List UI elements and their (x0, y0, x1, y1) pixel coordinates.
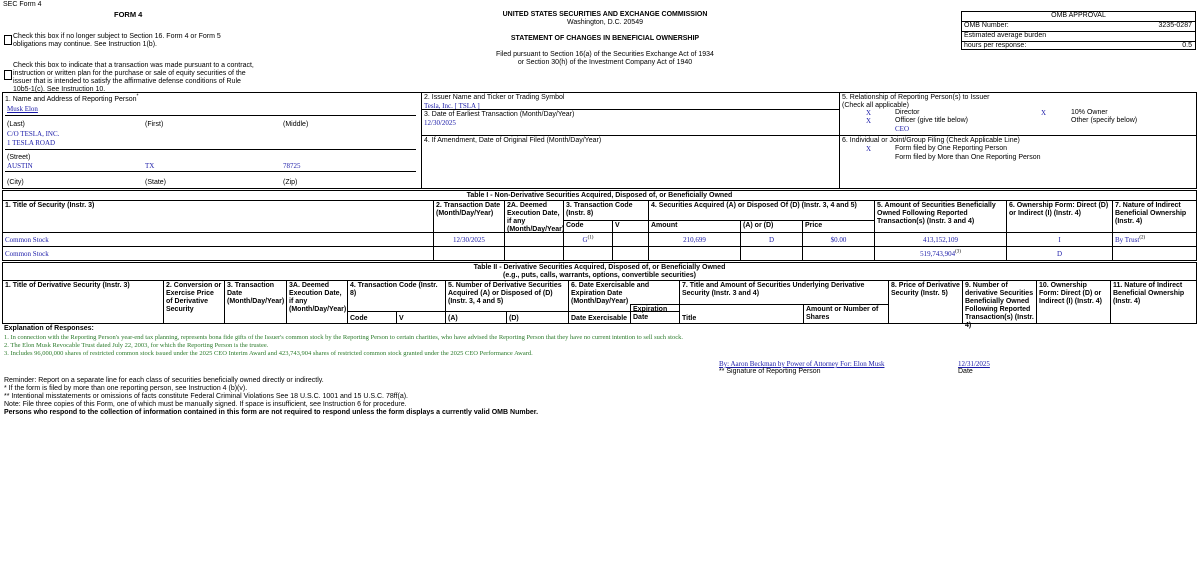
table1-header-code: 3. Transaction Code (Instr. 8) (563, 200, 649, 221)
table2-header-title: 1. Title of Derivative Security (Instr. 3) (2, 280, 164, 324)
signature-label: ** Signature of Reporting Person (719, 368, 821, 375)
omb-approval-box (961, 11, 1196, 50)
first-label: (First) (145, 121, 164, 128)
row1-acquired-disposed: D (740, 232, 803, 247)
table1-header-date: 2. Transaction Date (Month/Day/Year) (433, 200, 505, 233)
form-title: FORM 4 (114, 10, 143, 19)
table1-sub-amount: Amount (648, 220, 741, 233)
table2-sub-d: (D) (506, 311, 569, 324)
reporting-person-label: 1. Name and Address of Reporting Person (5, 96, 137, 103)
agency-city: Washington, D.C. 20549 (566, 19, 643, 27)
table2-header-exercisable: 6. Date Exercisable and Expiration Date (Month/Day/Year) (568, 280, 680, 312)
row2-ownership-form: D (1006, 246, 1113, 261)
table2-header-nature: 11. Nature of Indirect Beneficial Ownership (Instr. 4) (1110, 280, 1197, 324)
table2-title: Table II - Derivative Securities Acquired, Disposed of, or Beneficially Owned (473, 264, 726, 271)
checkbox-section16-text: Check this box if no longer subject to Section 16. Form 4 or Form 5 obligations may continue. See Instruction 1(b). (13, 33, 221, 49)
agency-name: UNITED STATES SECURITIES AND EXCHANGE COMMISSION (502, 11, 708, 18)
table1-header-nature: 7. Nature of Indirect Beneficial Ownership (Instr. 4) (1112, 200, 1197, 233)
other-label: Other (specify below) (1071, 117, 1138, 124)
asterisk: * (136, 93, 139, 100)
rule-10b5-checkbox[interactable] (4, 70, 12, 80)
footnote-2: 2. The Elon Musk Revocable Trust dated July 22, 2003, for which the Reporting Person is the trustee. (4, 342, 269, 349)
row2-owned-cell (874, 246, 1007, 261)
section16-checkbox[interactable] (4, 35, 12, 45)
reminder-2: * If the form is filed by more than one reporting person, see Instruction 4 (b)(v). (4, 385, 248, 392)
officer-mark[interactable]: X (866, 117, 872, 125)
row1-nature-footnote: (2) (1139, 235, 1146, 241)
zip-label: (Zip) (283, 179, 298, 186)
city-label: (City) (7, 179, 24, 186)
filed-line-2: or Section 30(h) of the Investment Company Act of 1940 (517, 59, 693, 67)
omb-title: OMB APPROVAL (962, 12, 1195, 22)
table2-header-number: 5. Number of Derivative Securities Acquired (A) or Disposed of (D) (Instr. 3, 4 and 5) (445, 280, 569, 312)
form-header (440, 11, 770, 67)
earliest-transaction-box (421, 109, 840, 136)
filing-type-box (839, 135, 1197, 189)
relationship-label: 5. Relationship of Reporting Person(s) to Issuer (842, 94, 990, 101)
table2-sub-expiration: Expiration Date (630, 304, 680, 324)
relationship-sublabel: (Check all applicable) (842, 102, 909, 110)
footnote-1: 1. In connection with the Reporting Person's year-end tax planning, represents bona fide gifts of the Issuer's common stock by the Reporting Person to certain charities, who have advised the Reporting Person that they have no current intention to sell such stock. (4, 334, 683, 341)
officer-title: CEO (895, 125, 909, 133)
issuer-label: 2. Issuer Name and Ticker or Trading Symbol (424, 94, 565, 101)
multi-person-label: Form filed by More than One Reporting Person (895, 154, 1041, 161)
checkbox-10b5-text: Check this box to indicate that a transaction was made pursuant to a contract, instruction or written plan for the purchase or sale of equity securities of the issuer that is intended to satisfy the affirmative defense conditions of Rule 10b5-1(c). See Instruction 10. (13, 62, 254, 94)
table2-header-deemed: 3A. Deemed Execution Date, if any (Month/Day/Year) (286, 280, 348, 324)
explanation-title: Explanation of Responses: (4, 325, 94, 332)
director-mark[interactable]: X (866, 109, 872, 117)
reminder-3: ** Intentional misstatements or omissions of facts constitute Federal Criminal Violations See 18 U.S.C. 1001 and 15 U.S.C. 78ff(a). (4, 393, 408, 400)
omb-burden-label: Estimated average burden (962, 32, 1195, 42)
relationship-box (839, 92, 1197, 136)
earliest-transaction-date: 12/30/2025 (424, 119, 456, 128)
reminder-1: Reminder: Report on a separate line for each class of securities beneficially owned directly or indirectly. (4, 377, 324, 384)
table2-header-form: 10. Ownership Form: Direct (D) or Indirect (I) (Instr. 4) (1036, 280, 1111, 324)
omb-hours-value: 0.5 (1182, 42, 1192, 49)
row2-owned-following: 519,743,904 (920, 250, 956, 258)
table2-sub-amount: Amount or Number of Shares (803, 304, 889, 324)
row1-code: G (582, 236, 588, 244)
last-label: (Last) (7, 121, 25, 128)
row1-code-footnote: (1) (587, 235, 594, 241)
table1-header-title: 1. Title of Security (Instr. 3) (2, 200, 434, 233)
reminder-5: Persons who respond to the collection of information contained in this form are not required to respond unless the form displays a currently valid OMB Number. (4, 409, 539, 416)
table1-header-form: 6. Ownership Form: Direct (D) or Indirect (I) (Instr. 4) (1006, 200, 1113, 233)
omb-number-value: 3235-0287 (1158, 22, 1192, 29)
signature-date: 12/31/2025 (958, 360, 990, 368)
amendment-label: 4. If Amendment, Date of Original Filed (Month/Day/Year) (424, 137, 602, 144)
row2-owned-footnote: (3) (955, 249, 961, 255)
table2-sub-code: Code (347, 311, 397, 324)
omb-number-label: OMB Number: (964, 22, 1009, 29)
state-value: TX (145, 162, 155, 170)
middle-label: (Middle) (283, 121, 309, 128)
issuer-box (421, 92, 840, 110)
table2-header-date: 3. Transaction Date (Month/Day/Year) (224, 280, 287, 324)
row1-price: $0.00 (802, 232, 875, 247)
tab-title: SEC Form 4 (3, 1, 42, 8)
table1-sub-v: V (612, 220, 649, 233)
amendment-box (421, 135, 840, 189)
one-person-mark[interactable]: X (866, 145, 872, 153)
row2-security-title: Common Stock (2, 246, 434, 261)
checkbox-10b5-row (4, 62, 254, 94)
address-line-1: C/O TESLA, INC. (7, 130, 60, 138)
table2-sub-v: V (396, 311, 446, 324)
ten-percent-label: 10% Owner (1071, 109, 1108, 116)
table2-sub-exercisable: Date Exercisable (568, 311, 631, 324)
zip-value: 78725 (283, 162, 301, 170)
row1-nature-cell (1112, 232, 1197, 247)
table1-sub-ad: (A) or (D) (740, 220, 803, 233)
row1-nature: By Trust (1115, 236, 1140, 244)
reporting-person-box (2, 92, 422, 189)
address-line-2: 1 TESLA ROAD (7, 139, 56, 147)
row1-transaction-date: 12/30/2025 (433, 232, 505, 247)
street-label: (Street) (7, 154, 31, 161)
signature-date-label: Date (958, 368, 973, 375)
table1-sub-price: Price (802, 220, 875, 233)
footnote-3: 3. Includes 96,000,000 shares of restricted common stock issued under the 2025 CEO Interim Award and 423,743,904 shares of restricted common stock granted under the 2025 CEO Performance Award. (4, 350, 533, 357)
row1-security-title: Common Stock (2, 232, 434, 247)
table2-header-derivative-price: 8. Price of Derivative Security (Instr. 5) (888, 280, 963, 324)
omb-hours-label: hours per response: (964, 42, 1027, 49)
earliest-transaction-label: 3. Date of Earliest Transaction (Month/Day/Year) (424, 111, 575, 118)
director-label: Director (895, 109, 920, 116)
reporting-person-name[interactable]: Musk Elon (7, 105, 38, 113)
table2-title-box (2, 262, 1197, 281)
state-label: (State) (145, 179, 167, 186)
filing-type-label: 6. Individual or Joint/Group Filing (Check Applicable Line) (842, 137, 1020, 144)
table2-subtitle: (e.g., puts, calls, warrants, options, convertible securities) (503, 272, 696, 280)
city-value: AUSTIN (7, 162, 33, 170)
table1-header-deemed: 2A. Deemed Execution Date, if any (Month/Day/Year) (504, 200, 564, 233)
table1-title: Table I - Non-Derivative Securities Acquired, Disposed of, or Beneficially Owned (2, 190, 1197, 201)
table1-sub-code: Code (563, 220, 613, 233)
row1-ownership-form: I (1006, 232, 1113, 247)
reminder-4: Note: File three copies of this Form, one of which must be manually signed. If space is insufficient, see Instruction 6 for procedure. (4, 401, 407, 408)
table2-sub-title: Title (679, 304, 804, 324)
ten-percent-mark[interactable]: X (1041, 109, 1047, 117)
one-person-label: Form filed by One Reporting Person (895, 145, 1008, 152)
table2-header-code: 4. Transaction Code (Instr. 8) (347, 280, 446, 312)
row1-owned-following: 413,152,109 (874, 232, 1007, 247)
filed-line-1: Filed pursuant to Section 16(a) of the Securities Exchange Act of 1934 (496, 51, 714, 59)
officer-label: Officer (give title below) (895, 117, 969, 124)
issuer-ticker: [ TSLA ] (454, 102, 480, 111)
statement-title: STATEMENT OF CHANGES IN BENEFICIAL OWNERSHIP (510, 35, 700, 43)
checkbox-section16-row (4, 33, 254, 49)
signature-by: By: Aaron Beckman by Power of Attorney For: Elon Musk (719, 360, 885, 368)
table2-sub-a: (A) (445, 311, 507, 324)
row1-code-cell (563, 232, 613, 247)
issuer-name-link[interactable]: Tesla, Inc. (424, 102, 453, 111)
table2-header-price: 2. Conversion or Exercise Price of Derivative Security (163, 280, 225, 324)
table2-header-owned: 9. Number of derivative Securities Beneficially Owned Following Reported Transaction(s) (Instr. 4) (962, 280, 1037, 324)
table2-header-underlying: 7. Title and Amount of Securities Underlying Derivative Security (Instr. 3 and 4) (679, 280, 889, 305)
table1-header-acquired: 4. Securities Acquired (A) or Disposed Of (D) (Instr. 3, 4 and 5) (648, 200, 875, 221)
table1-header-owned: 5. Amount of Securities Beneficially Owned Following Reported Transaction(s) (Instr. 3 and 4) (874, 200, 1007, 233)
row1-amount: 210,699 (648, 232, 741, 247)
